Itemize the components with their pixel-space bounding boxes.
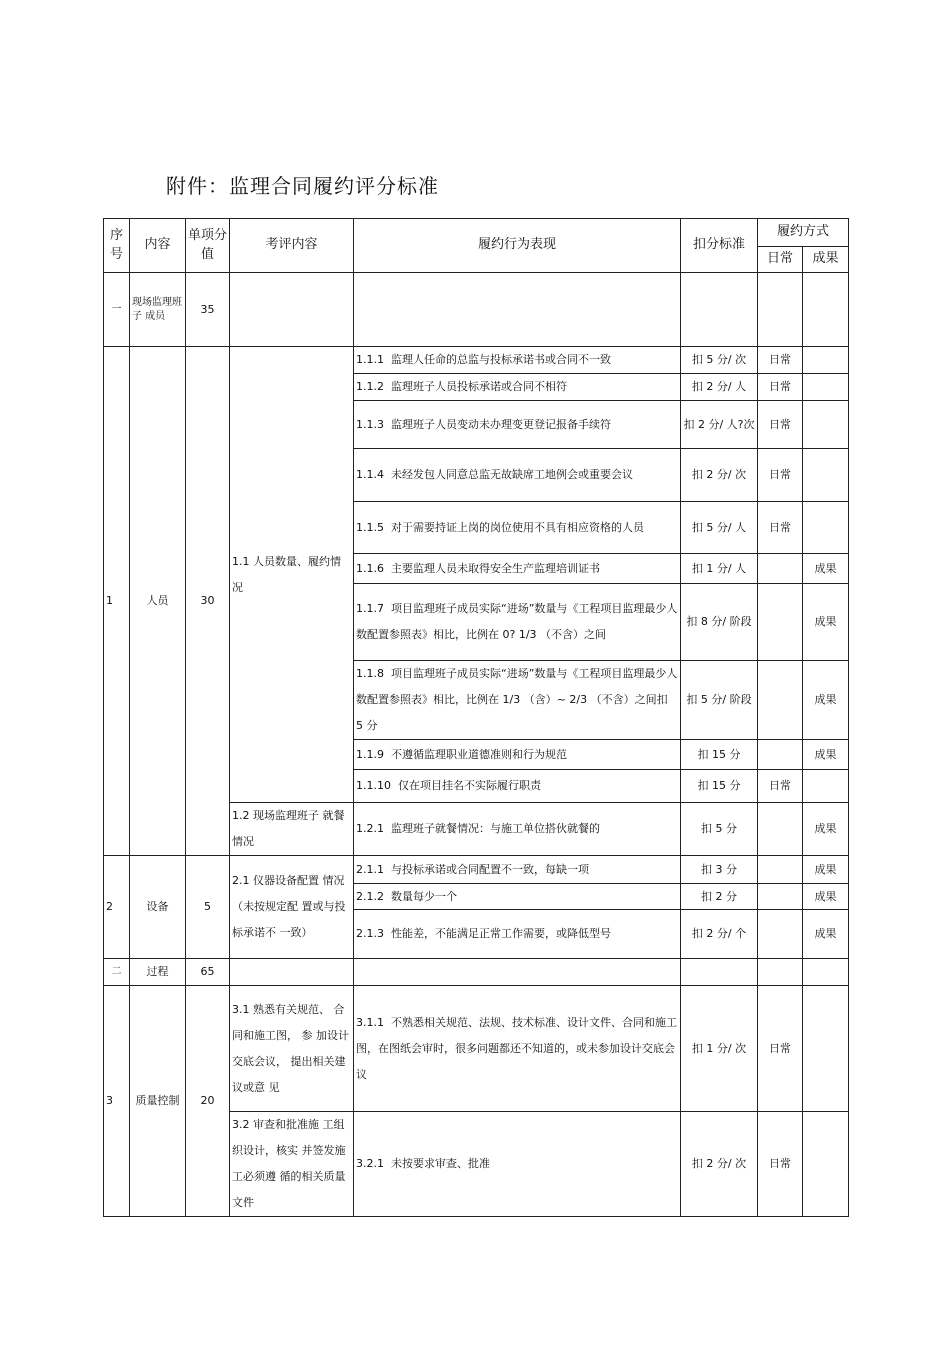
header-daily: 日常 bbox=[758, 247, 803, 273]
header-deduct: 扣分标准 bbox=[681, 219, 758, 273]
daily-cell bbox=[758, 661, 803, 740]
daily-cell: 日常 bbox=[758, 1112, 803, 1217]
behavior-cell bbox=[354, 347, 681, 374]
result-cell bbox=[803, 401, 849, 449]
item-text: 与投标承诺或合同配置不一致，每缺一项 bbox=[391, 862, 589, 876]
deduct-cell: 扣 5 分/ 人 bbox=[681, 502, 758, 554]
deduct-cell: 扣 15 分 bbox=[681, 740, 758, 770]
section-content: 过程 bbox=[130, 959, 186, 986]
item-code: 3.1.1 bbox=[356, 1015, 384, 1029]
item-text: 未按要求审查、批准 bbox=[391, 1157, 490, 1171]
item-code: 1.1.2 bbox=[356, 380, 384, 394]
section-seq: 二 bbox=[104, 959, 130, 986]
section-score: 35 bbox=[186, 273, 230, 347]
behavior-cell bbox=[354, 740, 681, 770]
deduct-cell: 扣 2 分/ 个 bbox=[681, 910, 758, 959]
item-code: 1.1.8 bbox=[356, 667, 384, 680]
group-score: 30 bbox=[186, 347, 230, 856]
daily-cell bbox=[758, 910, 803, 959]
behavior-cell bbox=[354, 986, 681, 1112]
section-row bbox=[104, 273, 849, 347]
result-cell bbox=[803, 449, 849, 502]
section-content: 现场监理班子 成员 bbox=[130, 273, 186, 347]
eval-item: 3.1 熟悉有关规范、 合同和施工图， 参 加设计交底会议， 提出相关建议或意 见 bbox=[230, 986, 354, 1112]
behavior-cell bbox=[354, 1112, 681, 1217]
deduct-cell: 扣 2 分 bbox=[681, 884, 758, 910]
item-text: 监理班子人员变动未办理变更登记报备手续符 bbox=[391, 417, 611, 431]
daily-cell bbox=[758, 803, 803, 856]
behavior-cell bbox=[354, 770, 681, 803]
item-text: 仅在项目挂名不实际履行职责 bbox=[398, 779, 541, 793]
empty-cell bbox=[803, 273, 849, 347]
item-code: 1.2.1 bbox=[356, 822, 384, 836]
result-cell: 成果 bbox=[803, 803, 849, 856]
group-seq: 3 bbox=[104, 986, 130, 1217]
result-cell: 成果 bbox=[803, 554, 849, 584]
daily-cell bbox=[758, 884, 803, 910]
item-text: 数量每少一个 bbox=[391, 889, 457, 903]
empty-cell bbox=[230, 959, 354, 986]
empty-cell bbox=[230, 273, 354, 347]
item-text: 对于需要持证上岗的岗位使用不具有相应资格的人员 bbox=[391, 520, 644, 534]
deduct-cell: 扣 5 分/ 次 bbox=[681, 347, 758, 374]
group-content: 质量控制 bbox=[130, 986, 186, 1217]
result-cell bbox=[803, 374, 849, 401]
item-text: 项目监理班子成员实际“进场”数量与《工程项目监理最少人数配置参照表》相比，比例在 1/3 （含）~ 2/3 （不含）之间扣 5 分 bbox=[356, 667, 678, 732]
eval-item: 3.2 审查和批准施 工组织设计，核实 并签发施工必须遵 循的相关质量文件 bbox=[230, 1112, 354, 1217]
header-behavior: 履约行为表现 bbox=[354, 219, 681, 273]
item-text: 项目监理班子成员实际“进场”数量与《工程项目监理最少人数配置参照表》相比，比例在 0? 1/3 （不含）之间 bbox=[356, 602, 678, 641]
table-row bbox=[104, 856, 849, 884]
daily-cell bbox=[758, 554, 803, 584]
eval-item: 1.1 人员数量、履约情况 bbox=[230, 347, 354, 803]
daily-cell bbox=[758, 584, 803, 661]
group-seq: 2 bbox=[104, 856, 130, 959]
empty-cell bbox=[681, 959, 758, 986]
item-code: 2.1.1 bbox=[356, 862, 384, 876]
daily-cell: 日常 bbox=[758, 770, 803, 803]
item-text: 监理班子人员投标承诺或合同不相符 bbox=[391, 380, 567, 394]
item-text: 未经发包人同意总监无故缺席工地例会或重要会议 bbox=[391, 468, 633, 482]
empty-cell bbox=[354, 273, 681, 347]
behavior-cell bbox=[354, 884, 681, 910]
deduct-cell: 扣 2 分/ 人 bbox=[681, 374, 758, 401]
item-text: 监理人任命的总监与投标承诺书或合同不一致 bbox=[391, 353, 611, 367]
result-cell bbox=[803, 986, 849, 1112]
item-text: 性能差，不能满足正常工作需要，或降低型号 bbox=[391, 927, 611, 941]
behavior-cell bbox=[354, 856, 681, 884]
empty-cell bbox=[803, 959, 849, 986]
item-text: 不熟悉相关规范、法规、技术标准、设计文件、合同和施工图，在图纸会审时，很多问题都还不知道的，或未参加设计交底会议 bbox=[356, 1015, 677, 1081]
deduct-cell: 扣 1 分/ 人 bbox=[681, 554, 758, 584]
deduct-cell: 扣 3 分 bbox=[681, 856, 758, 884]
item-code: 1.1.1 bbox=[356, 353, 384, 367]
deduct-cell: 扣 1 分/ 次 bbox=[681, 986, 758, 1112]
result-cell: 成果 bbox=[803, 910, 849, 959]
behavior-cell bbox=[354, 374, 681, 401]
group-score: 5 bbox=[186, 856, 230, 959]
header-score: 单项分值 bbox=[186, 219, 230, 273]
result-cell: 成果 bbox=[803, 584, 849, 661]
eval-item: 1.2 现场监理班子 就餐情况 bbox=[230, 803, 354, 856]
daily-cell: 日常 bbox=[758, 502, 803, 554]
page-title: 附件：监理合同履约评分标准 bbox=[166, 174, 439, 198]
behavior-cell bbox=[354, 661, 681, 740]
eval-item: 2.1 仪器设备配置 情况（未按规定配 置或与投标承诺不 一致） bbox=[230, 856, 354, 959]
item-code: 1.1.5 bbox=[356, 520, 384, 534]
empty-cell bbox=[758, 959, 803, 986]
result-cell bbox=[803, 770, 849, 803]
item-code: 1.1.4 bbox=[356, 468, 384, 482]
deduct-cell: 扣 2 分/ 人?次 bbox=[681, 401, 758, 449]
score-table bbox=[103, 218, 849, 1217]
item-code: 1.1.6 bbox=[356, 561, 384, 575]
empty-cell bbox=[758, 273, 803, 347]
header-mode: 履约方式 bbox=[758, 219, 849, 247]
behavior-cell bbox=[354, 449, 681, 502]
daily-cell: 日常 bbox=[758, 374, 803, 401]
empty-cell bbox=[681, 273, 758, 347]
item-code: 1.1.10 bbox=[356, 779, 391, 793]
deduct-cell: 扣 15 分 bbox=[681, 770, 758, 803]
result-cell: 成果 bbox=[803, 661, 849, 740]
group-content: 设备 bbox=[130, 856, 186, 959]
deduct-cell: 扣 5 分 bbox=[681, 803, 758, 856]
item-text: 主要监理人员未取得安全生产监理培训证书 bbox=[391, 561, 600, 575]
daily-cell bbox=[758, 740, 803, 770]
header-eval: 考评内容 bbox=[230, 219, 354, 273]
daily-cell: 日常 bbox=[758, 449, 803, 502]
daily-cell: 日常 bbox=[758, 401, 803, 449]
daily-cell: 日常 bbox=[758, 347, 803, 374]
result-cell bbox=[803, 502, 849, 554]
header-content: 内容 bbox=[130, 219, 186, 273]
result-cell bbox=[803, 347, 849, 374]
item-code: 3.2.1 bbox=[356, 1157, 384, 1171]
table-row bbox=[104, 347, 849, 374]
item-code: 1.1.7 bbox=[356, 602, 384, 615]
behavior-cell bbox=[354, 502, 681, 554]
header-result: 成果 bbox=[803, 247, 849, 273]
result-cell: 成果 bbox=[803, 740, 849, 770]
empty-cell bbox=[354, 959, 681, 986]
group-score: 20 bbox=[186, 986, 230, 1217]
header-seq: 序号 bbox=[104, 219, 130, 273]
behavior-cell bbox=[354, 910, 681, 959]
section-seq: 一 bbox=[104, 273, 130, 347]
item-text: 不遵循监理职业道德准则和行为规范 bbox=[391, 747, 567, 761]
item-text: 监理班子就餐情况：与施工单位搭伙就餐的 bbox=[391, 822, 600, 836]
daily-cell bbox=[758, 856, 803, 884]
behavior-cell bbox=[354, 584, 681, 661]
behavior-cell bbox=[354, 401, 681, 449]
item-code: 1.1.3 bbox=[356, 417, 384, 431]
item-code: 2.1.2 bbox=[356, 889, 384, 903]
table-row bbox=[104, 986, 849, 1112]
header-row bbox=[104, 219, 849, 247]
deduct-cell: 扣 2 分/ 次 bbox=[681, 1112, 758, 1217]
result-cell bbox=[803, 1112, 849, 1217]
behavior-cell bbox=[354, 554, 681, 584]
item-code: 2.1.3 bbox=[356, 927, 384, 941]
deduct-cell: 扣 8 分/ 阶段 bbox=[681, 584, 758, 661]
result-cell: 成果 bbox=[803, 884, 849, 910]
daily-cell: 日常 bbox=[758, 986, 803, 1112]
section-row bbox=[104, 959, 849, 986]
deduct-cell: 扣 2 分/ 次 bbox=[681, 449, 758, 502]
result-cell: 成果 bbox=[803, 856, 849, 884]
deduct-cell: 扣 5 分/ 阶段 bbox=[681, 661, 758, 740]
group-seq: 1 bbox=[104, 347, 130, 856]
section-score: 65 bbox=[186, 959, 230, 986]
behavior-cell bbox=[354, 803, 681, 856]
item-code: 1.1.9 bbox=[356, 747, 384, 761]
group-content: 人员 bbox=[130, 347, 186, 856]
